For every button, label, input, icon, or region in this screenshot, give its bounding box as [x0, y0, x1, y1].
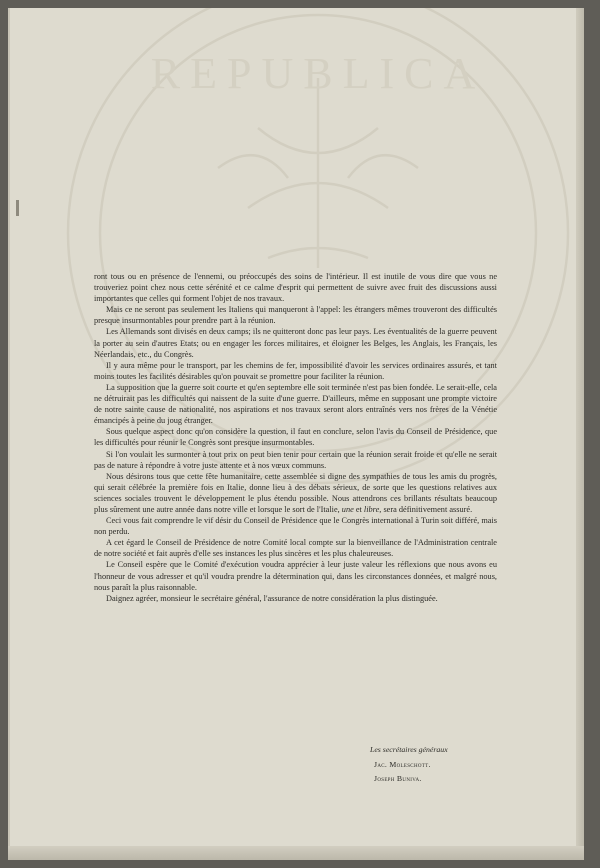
paragraph: Si l'on voulait les surmonter à tout prix on peut bien tenir pour certain que la réunion serait froide et qu'elle ne serait pas de nature à répondre à votre juste attente et à nos vœux communs.: [94, 449, 497, 470]
paragraph: A cet égard le Conseil de Présidence de notre Comité local compte sur la bienveillance de l'Administration centrale de notre société et fait auprès d'elle ses instances les plus sincères et les plus chaleureuses.: [94, 538, 497, 559]
paragraph-text: Nous désirons tous que cette fête humanitaire, cette assemblée si digne des sympathies de tous les amis du progrès, qui serait célébrée la première fois en Italie, donne lieu à des débats sérieux, de sorte que les questions relatives aux sciences sociales trouvent le développement le plus étendu possible. Nous attendrons ces brillants résultats beaucoup plus sûrement une autre année dans notre ville et lorsque le sort de l'Italie,: [94, 471, 497, 514]
signature-name: Jac. Moleschott.: [374, 760, 431, 769]
paragraph: Sous quelque aspect donc qu'on considère la question, il faut en conclure, selon l'avis du Conseil de Présidence, que les difficultés pour réunir le Congrès sont presque insurmontables.: [94, 427, 497, 448]
watermark-lettering: REPUBLICA: [150, 49, 486, 98]
page-edge: [576, 8, 584, 860]
document-page: [8, 8, 584, 860]
italic-word: libre: [363, 504, 380, 514]
letter-body: [94, 271, 497, 604]
signature-name: Joseph Buniva.: [374, 774, 422, 783]
paragraph-text: , sera définitivement assuré.: [379, 504, 473, 514]
italic-word: une: [341, 504, 354, 514]
paragraph: Le Conseil espère que le Comité d'exécution voudra apprécier à leur juste valeur les réflexions que nous avons eu l'honneur de vous adresser et qu'il voudra prendre la détermination qui, dans les circonstances données, et malgré nous, nous paraît la plus raisonnable.: [94, 560, 497, 592]
page-edge: [8, 846, 584, 860]
paragraph: Les Allemands sont divisés en deux camps; ils ne quitteront donc pas leur pays. Les éventualités de la guerre peuvent la porter au sein d'autres Etats; ou en engager les forces militaires, et éloigner les Belges, les Anglais, les Français, les Néerlandais, etc., du Congrès.: [94, 327, 497, 359]
paragraph-with-italics: [94, 471, 497, 515]
fold-mark: [16, 200, 19, 216]
paragraph: Il y aura même pour le transport, par les chemins de fer, impossibilité d'avoir les services ordinaires assurés, et tant moins toutes les facilités désirables qu'on pouvait se promettre pour faciliter la réunion.: [94, 360, 497, 381]
signature-role: Les secrétaires généraux: [370, 745, 448, 754]
paragraph: Daignez agréer, monsieur le secrétaire général, l'assurance de notre considération la plus distinguée.: [106, 593, 438, 603]
paragraph: Ceci vous fait comprendre le vif désir du Conseil de Présidence que le Congrès international à Turin soit différé, mais non perdu.: [94, 516, 497, 537]
paragraph: Mais ce ne seront pas seulement les Italiens qui manqueront à l'appel: les étrangers mêmes trouveront des difficultés presque insurmontables pour prendre part à la réunion.: [94, 305, 497, 326]
paragraph: La supposition que la guerre soit courte et qu'en septembre elle soit terminée n'est pas bien fondée. Le serait-elle, cela ne détruirait pas les difficultés qui naissent de la suite d'une guerre. D'ailleurs, même en supposant une prompte victoire de notre sainte cause de nationalité, nos aspirations et nos travaux seront alors entraînés vers nos frères de la Vénétie émancipés à peine du joug étranger.: [94, 382, 497, 426]
paragraph: ront tous ou en présence de l'ennemi, ou préoccupés des soins de l'intérieur. Il est inutile de vous dire que vous ne trouveriez point chez nous cette sérénité et ce calme d'esprit qui permettent de suivre avec fruit des discussions aussi importantes que celles qui forment l'objet de nos travaux.: [94, 272, 497, 304]
paragraph-text: et: [353, 504, 364, 514]
